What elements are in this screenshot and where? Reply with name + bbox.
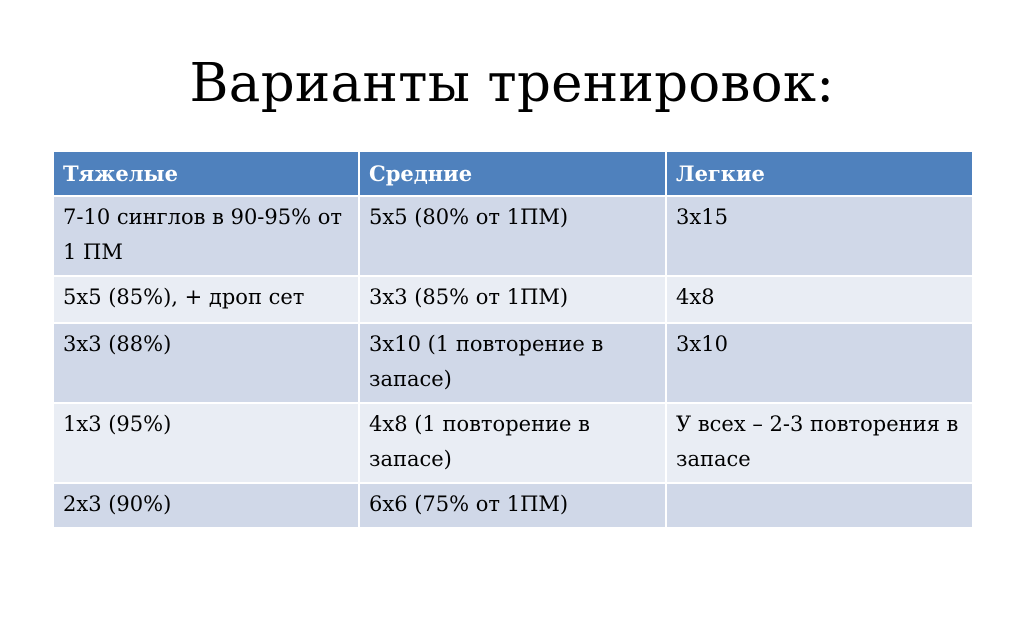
- cell-heavy: 2х3 (90%): [53, 483, 359, 528]
- cell-light: 3х10: [666, 323, 973, 403]
- cell-medium: 6х6 (75% от 1ПМ): [359, 483, 666, 528]
- table-row: [53, 323, 973, 403]
- header-medium: Средние: [359, 151, 666, 196]
- cell-medium: 5х5 (80% от 1ПМ): [359, 196, 666, 276]
- header-light: Легкие: [666, 151, 973, 196]
- cell-light: 4х8: [666, 276, 973, 323]
- cell-heavy: 1х3 (95%): [53, 403, 359, 483]
- cell-heavy: 7-10 синглов в 90-95% от 1 ПМ: [53, 196, 359, 276]
- table-row: [53, 403, 973, 483]
- cell-heavy: 5х5 (85%), + дроп сет: [53, 276, 359, 323]
- cell-heavy: 3х3 (88%): [53, 323, 359, 403]
- cell-medium: 3х3 (85% от 1ПМ): [359, 276, 666, 323]
- table-row: [53, 483, 973, 528]
- slide-title: Варианты тренировок:: [189, 53, 835, 114]
- cell-medium: 3х10 (1 повторение в запасе): [359, 323, 666, 403]
- workout-options-table: [52, 150, 974, 529]
- cell-medium: 4х8 (1 повторение в запасе): [359, 403, 666, 483]
- cell-light: [666, 483, 973, 528]
- table-row: [53, 196, 973, 276]
- header-heavy: Тяжелые: [53, 151, 359, 196]
- cell-light: 3х15: [666, 196, 973, 276]
- table-header-row: [53, 151, 973, 196]
- table-row: [53, 276, 973, 323]
- cell-light: У всех – 2-3 повторения в запасе: [666, 403, 973, 483]
